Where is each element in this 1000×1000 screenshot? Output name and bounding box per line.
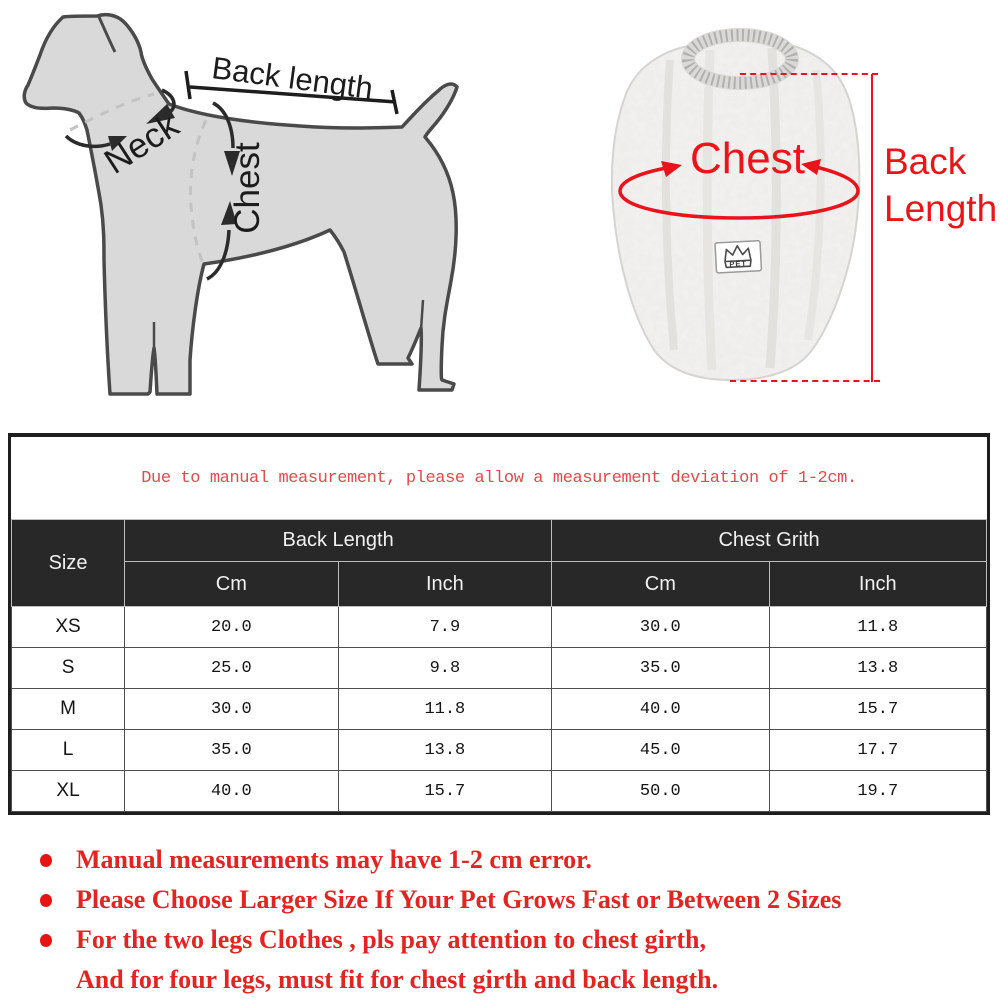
footnote-line [40, 880, 970, 920]
back-length-label-garment [884, 138, 997, 232]
pet-tag-text: PET [729, 258, 748, 269]
size-cell: XS [12, 607, 125, 648]
footnote-text: Please Choose Larger Size If Your Pet Grows Fast or Between 2 Sizes [76, 885, 842, 914]
value-cell: 7.9 [338, 607, 552, 648]
value-cell: 11.8 [338, 689, 552, 730]
unit-header-cm-chest: Cm [552, 562, 769, 607]
value-cell: 11.8 [769, 607, 986, 648]
table-row-s [12, 648, 987, 689]
bullet-icon [40, 934, 52, 947]
footnote-text: And for four legs, must fit for chest girth and back length. [76, 965, 719, 994]
size-cell: L [12, 730, 125, 771]
back-length-group-header: Back Length [125, 520, 552, 562]
table-row-xs [12, 607, 987, 648]
chest-label-garment: Chest [690, 134, 805, 183]
footnote-line [40, 920, 970, 960]
bullet-icon [40, 894, 52, 907]
back-length-label-line1: Back [884, 141, 967, 182]
footnote-text: Manual measurements may have 1-2 cm error. [76, 845, 592, 874]
neck-label-dog: Neck [97, 105, 186, 182]
back-length-tick-right [392, 90, 397, 114]
measurement-note-text: Due to manual measurement, please allow a measurement deviation of 1-2cm. [141, 468, 857, 488]
value-cell: 9.8 [338, 648, 552, 689]
footnotes [40, 840, 970, 1000]
value-cell: 20.0 [125, 607, 339, 648]
back-length-label-line2: Length [884, 188, 998, 229]
back-length-dashed-top [740, 73, 878, 75]
footnote-text: For the two legs Clothes , pls pay attention to chest girth, [76, 925, 706, 954]
value-cell: 13.8 [769, 648, 986, 689]
value-cell: 13.8 [338, 730, 552, 771]
value-cell: 35.0 [552, 648, 769, 689]
unit-header-cm-back: Cm [125, 562, 339, 607]
chest-girth-group-header: Chest Grith [552, 520, 987, 562]
table-row-m [12, 689, 987, 730]
value-cell: 50.0 [552, 771, 769, 812]
value-cell: 30.0 [125, 689, 339, 730]
chest-label-dog: Chest [228, 142, 267, 234]
back-length-vertical-line [871, 74, 873, 382]
size-cell: XL [12, 771, 125, 812]
value-cell: 40.0 [552, 689, 769, 730]
bullet-icon [40, 854, 52, 867]
value-cell: 30.0 [552, 607, 769, 648]
size-table [11, 519, 987, 812]
table-row-l [12, 730, 987, 771]
back-length-tick-left [186, 71, 190, 99]
size-column-header: Size [12, 520, 125, 607]
value-cell: 40.0 [125, 771, 339, 812]
back-length-label-dog: Back length [209, 50, 375, 106]
unit-header-inch-chest: Inch [769, 562, 986, 607]
size-cell: S [12, 648, 125, 689]
value-cell: 25.0 [125, 648, 339, 689]
value-cell: 35.0 [125, 730, 339, 771]
value-cell: 45.0 [552, 730, 769, 771]
footnote-continuation-line [76, 960, 970, 1000]
size-table-section [8, 433, 990, 815]
table-row-xl [12, 771, 987, 812]
footnote-line [40, 840, 970, 880]
value-cell: 17.7 [769, 730, 986, 771]
back-length-dashed-bottom [730, 380, 880, 382]
value-cell: 19.7 [769, 771, 986, 812]
measurement-note-row [11, 437, 987, 519]
value-cell: 15.7 [769, 689, 986, 730]
unit-header-inch-back: Inch [338, 562, 552, 607]
size-cell: M [12, 689, 125, 730]
value-cell: 15.7 [338, 771, 552, 812]
pet-brand-tag [715, 241, 762, 273]
